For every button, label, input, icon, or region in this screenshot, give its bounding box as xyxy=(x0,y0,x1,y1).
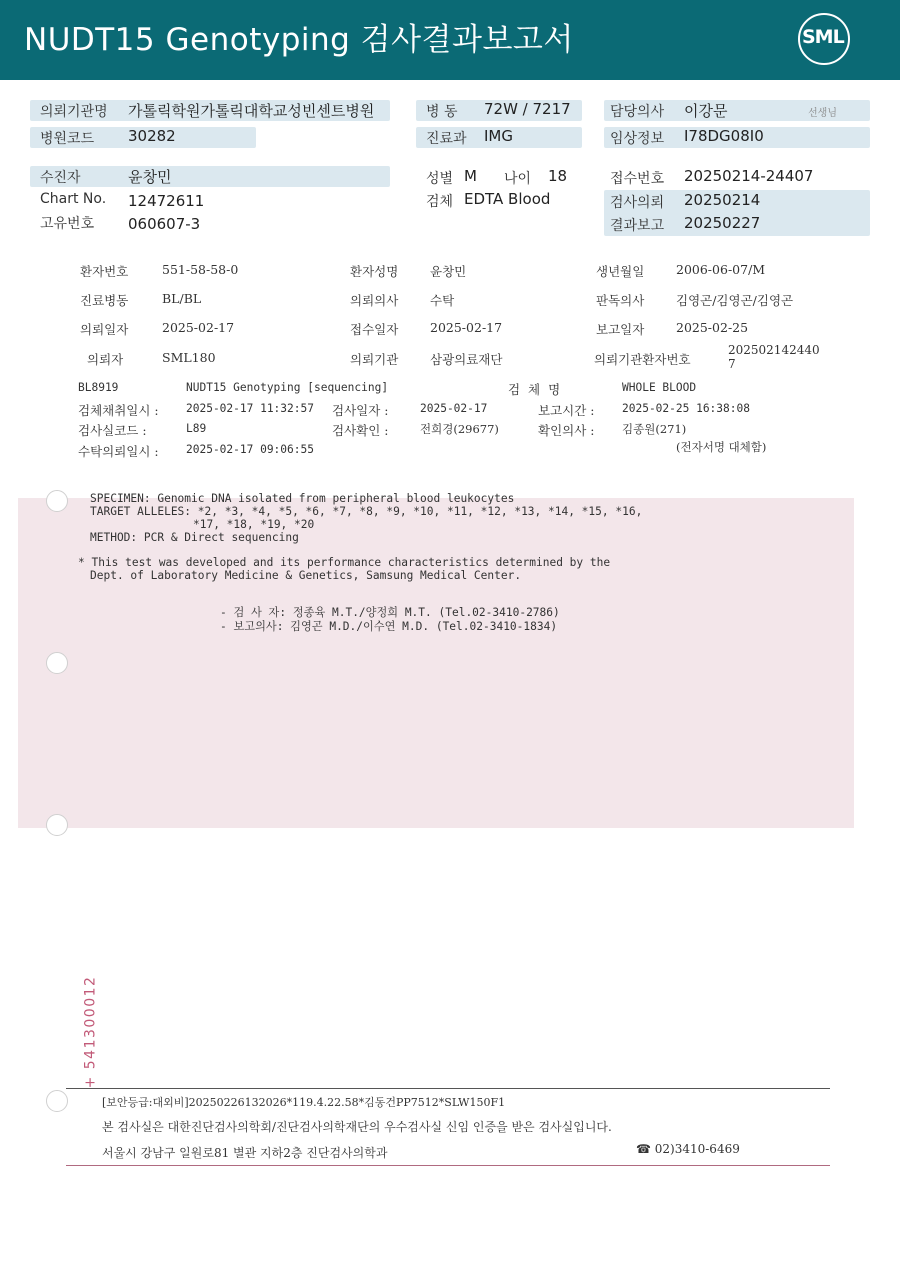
dept-value: IMG xyxy=(484,127,513,145)
punch-hole xyxy=(46,490,68,512)
result-line-3: *17, *18, *19, *20 xyxy=(193,518,315,531)
result-line-6: Dept. of Laboratory Medicine & Genetics, Samsung Medical Center. xyxy=(90,569,522,582)
receipt-date-value: 2025-02-17 xyxy=(430,320,503,335)
confirm-doctor-label: 확인의사 : xyxy=(538,423,595,438)
reporttime-label: 보고시간 : xyxy=(538,403,595,418)
specimen-label: 검체 xyxy=(426,194,454,210)
punch-hole xyxy=(46,1090,68,1112)
order-date-value: 2025-02-17 xyxy=(162,320,235,335)
report-title: NUDT15 Genotyping 검사결과보고서 xyxy=(24,22,574,58)
inst-patient-no-cont: 7 xyxy=(728,357,736,371)
result-line-5: * This test was developed and its performance characteristics determined by the xyxy=(78,556,611,569)
chart-label: Chart No. xyxy=(40,191,107,207)
result-line-7: - 검 사 자: 정종육 M.T./양정희 M.T. (Tel.02-3410-2786) xyxy=(220,606,560,619)
commission-value: 2025-02-17 09:06:55 xyxy=(186,443,314,456)
doctor-label: 담당의사 xyxy=(610,104,665,120)
address-text: 서울시 강남구 일원로81 별관 지하2층 진단검사의학과 xyxy=(102,1146,388,1160)
requesting-inst-label: 의뢰기관 xyxy=(350,352,399,367)
side-serial-number: + 541300012 xyxy=(82,975,99,1089)
security-line: [보안등급:대외비]20250226132026*119.4.22.58*김동건PP7512*SLW150F1 xyxy=(102,1096,506,1109)
ward-label: 병 동 xyxy=(426,104,458,120)
specimen-scan-label: 검 체 명 xyxy=(508,382,563,397)
certification-text: 본 검사실은 대한진단검사의학회/진단검사의학재단의 우수검사실 신임 인증을 받은 검사실입니다. xyxy=(102,1120,612,1134)
clinical-label: 임상정보 xyxy=(610,131,665,147)
receipt-value: 20250214-24407 xyxy=(684,167,814,185)
patient-label: 수진자 xyxy=(40,170,81,186)
result-line-2: TARGET ALLELES: *2, *3, *4, *5, *6, *7, *8, *9, *10, *11, *12, *13, *14, *15, *16, xyxy=(90,505,643,518)
uid-label: 고유번호 xyxy=(40,216,95,232)
reading-doctor-value: 김영곤/김영곤/김영곤 xyxy=(676,293,794,308)
birthdate-value: 2006-06-07/M xyxy=(676,262,766,277)
report-date-value: 2025-02-25 xyxy=(676,320,749,335)
hospital-code-value: 30282 xyxy=(128,127,176,145)
institution-value: 가톨릭학원가톨릭대학교성빈센트병원 xyxy=(128,102,375,120)
report-value: 20250227 xyxy=(684,214,761,232)
test-code: BL8919 xyxy=(78,381,119,394)
patient-no-value: 551-58-58-0 xyxy=(162,262,239,277)
commission-label: 수탁의뢰일시 : xyxy=(78,444,159,459)
birthdate-label: 생년월일 xyxy=(596,264,645,279)
requesting-inst-value: 삼광의료재단 xyxy=(430,352,503,367)
specimen-value: EDTA Blood xyxy=(464,190,551,208)
hospital-code-label: 병원코드 xyxy=(40,131,95,147)
patient-bar xyxy=(30,166,390,187)
footer-bottom-line xyxy=(66,1165,830,1166)
ward-scan-label: 진료병동 xyxy=(80,293,129,308)
result-line-4: METHOD: PCR & Direct sequencing xyxy=(90,531,299,544)
inst-patient-no-label: 의뢰기관환자번호 xyxy=(594,352,691,367)
chart-value: 12472611 xyxy=(128,192,205,210)
collect-label: 검체채취일시 : xyxy=(78,403,159,418)
result-line-8: - 보고의사: 김영곤 M.D./이수연 M.D. (Tel.02-3410-1834) xyxy=(220,620,558,633)
sml-logo xyxy=(798,13,852,67)
esign-note: (전자서명 대체함) xyxy=(676,440,767,454)
result-line-1: SPECIMEN: Genomic DNA isolated from peripheral blood leukocytes xyxy=(90,492,515,505)
patient-name-label: 환자성명 xyxy=(350,264,399,279)
punch-hole xyxy=(46,652,68,674)
order-date-label: 의뢰일자 xyxy=(80,322,129,337)
requester-value: SML180 xyxy=(162,350,216,365)
age-value: 18 xyxy=(548,167,568,185)
phone-text: ☎ 02)3410-6469 xyxy=(636,1142,740,1156)
collect-value: 2025-02-17 11:32:57 xyxy=(186,402,314,415)
doctor-suffix: 선생님 xyxy=(808,108,837,119)
sex-value: M xyxy=(464,167,477,185)
confirm-label: 검사확인 : xyxy=(332,423,389,438)
sex-label: 성별 xyxy=(426,171,454,187)
report-header xyxy=(0,0,900,80)
specimen-scan-value: WHOLE BLOOD xyxy=(622,381,697,394)
receipt-date-label: 접수일자 xyxy=(350,322,399,337)
doctor-value: 이강문 xyxy=(684,102,728,120)
lab-value: L89 xyxy=(186,422,207,435)
footer-top-line xyxy=(66,1088,830,1089)
report-date-label: 보고일자 xyxy=(596,322,645,337)
test-name: NUDT15 Genotyping [sequencing] xyxy=(186,381,389,394)
report-label: 결과보고 xyxy=(610,218,665,234)
patient-value: 윤창민 xyxy=(128,168,172,186)
clinical-value: I78DG08I0 xyxy=(684,127,764,145)
uid-value: 060607-3 xyxy=(128,215,201,233)
institution-label: 의뢰기관명 xyxy=(40,104,108,120)
lab-label: 검사실코드 : xyxy=(78,423,147,438)
patient-no-label: 환자번호 xyxy=(80,264,129,279)
ward-value: 72W / 7217 xyxy=(484,100,571,118)
request-label: 검사의뢰 xyxy=(610,195,665,211)
confirm-doctor-value: 김종원(271) xyxy=(622,422,687,436)
ordering-doctor-label: 의뢰의사 xyxy=(350,293,399,308)
ward-scan-value: BL/BL xyxy=(162,291,202,306)
testdate-value: 2025-02-17 xyxy=(420,402,488,415)
requester-label: 의뢰자 xyxy=(87,352,124,367)
dept-label: 진료과 xyxy=(426,131,467,147)
punch-hole xyxy=(46,814,68,836)
request-value: 20250214 xyxy=(684,191,761,209)
ordering-doctor-value: 수탁 xyxy=(430,293,455,308)
result-area xyxy=(18,498,854,828)
patient-name-value: 윤창민 xyxy=(430,264,467,279)
reading-doctor-label: 판독의사 xyxy=(596,293,645,308)
reporttime-value: 2025-02-25 16:38:08 xyxy=(622,402,750,415)
confirm-value: 전희경(29677) xyxy=(420,422,499,436)
receipt-label: 접수번호 xyxy=(610,171,665,187)
age-label: 나이 xyxy=(504,171,532,187)
logo-text: SML xyxy=(802,26,844,48)
testdate-label: 검사일자 : xyxy=(332,403,389,418)
inst-patient-no-value: 202502142440 xyxy=(728,343,820,357)
